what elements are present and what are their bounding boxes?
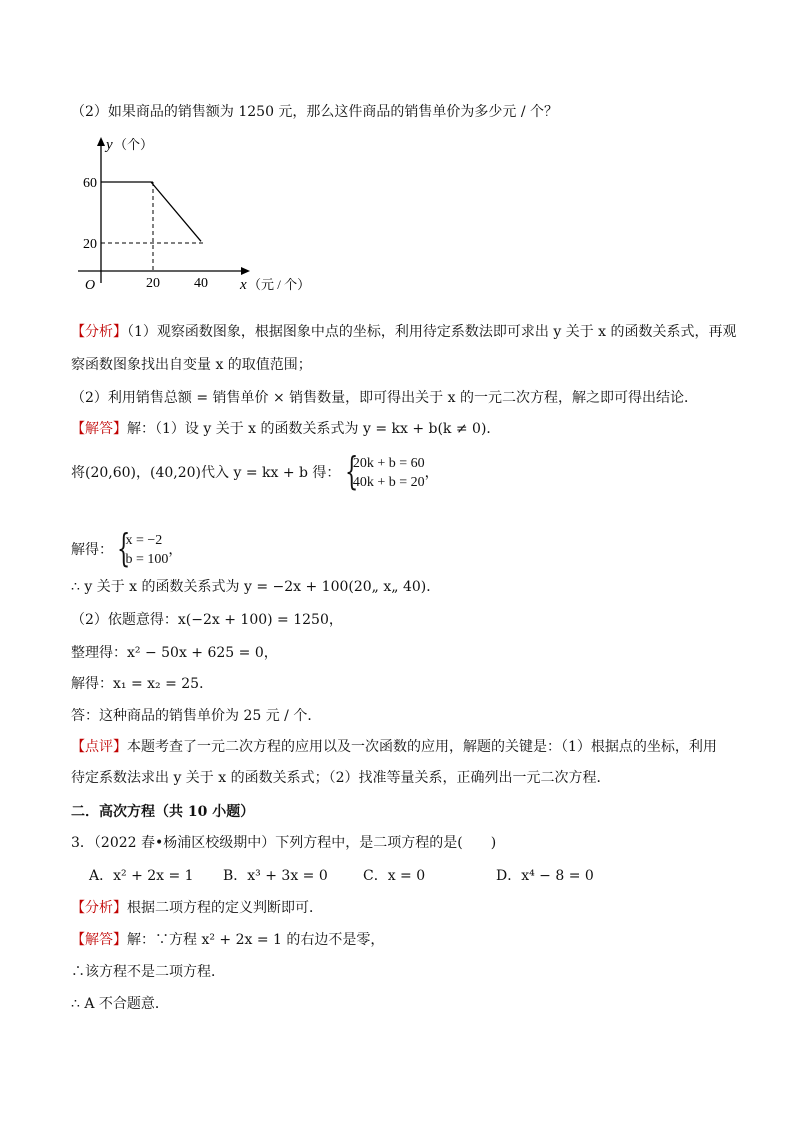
comment-text1: 本题考查了一元二次方程的应用以及一次函数的应用，解题的关键是：（1）根据点的坐标，利用: [127, 739, 717, 755]
y-axis-unit: （个）: [114, 137, 154, 152]
q3-solution-text1: 解：∵方程 x² + 2x = 1 的右边不是零，: [127, 932, 385, 948]
system2-row2: b = 100: [125, 552, 169, 567]
solution-line5: （2）依题意得：x(−2x + 100) = 1250，: [71, 612, 343, 628]
solution-text1: 解：（1）设 y 关于 x 的函数关系式为 y = kx + b(k ≠ 0)．: [127, 421, 501, 437]
q3-analysis-text: 根据二项方程的定义判断即可．: [127, 900, 323, 916]
q3-option-d[interactable]: D．x⁴ − 8 = 0: [496, 868, 594, 884]
brace-icon: {: [344, 449, 359, 493]
solution-line3-prefix: 解得：: [71, 542, 113, 558]
q3-analysis: [71, 899, 323, 917]
solution-line2: [71, 449, 439, 493]
solution-line4: ∴ y 关于 x 的函数关系式为 y = −2x + 100(20„ x„ 40)．: [71, 579, 441, 595]
comment-tag: 【点评】: [71, 739, 127, 755]
system2-suffix: ，: [168, 542, 183, 558]
x-axis-label: x: [240, 277, 247, 293]
system1-row1: 20k + b = 60: [352, 456, 425, 471]
solution-line2-prefix: 将(20,60)，(40,20)代入 y = kx + b 得：: [71, 465, 341, 481]
analysis-text1: （1）观察函数图象，根据图象中点的坐标，利用待定系数法即可求出 y 关于 x 的函数关系式，再观: [127, 324, 737, 340]
solution-line8: 答：这种商品的销售单价为 25 元 / 个．: [71, 708, 322, 724]
solution-line3: [71, 526, 183, 570]
solution-line7: 解得：x₁ = x₂ = 25．: [71, 676, 214, 692]
question-part2: （2）如果商品的销售额为 1250 元，那么这件商品的销售单价为多少元 / 个？: [71, 104, 559, 120]
y-axis-label: y: [106, 137, 113, 153]
origin-label: O: [85, 278, 96, 293]
q3-analysis-tag: 【分析】: [71, 900, 127, 916]
brace-icon: {: [117, 526, 131, 570]
system2-row1: x = −2: [125, 533, 163, 548]
analysis-line3: （2）利用销售总额 = 销售单价 × 销售数量，即可得出关于 x 的一元二次方程，解之即可得出结论．: [71, 390, 698, 406]
comment-line1: [71, 738, 717, 756]
analysis-tag: 【分析】: [71, 324, 127, 340]
x-axis-unit: （元 / 个）: [248, 277, 311, 292]
system1-row2: 40k + b = 20: [352, 475, 425, 490]
q3-solution-line2: ∴该方程不是二项方程．: [71, 964, 225, 980]
x-tick-40: 40: [194, 276, 208, 291]
q3-option-c[interactable]: C．x = 0: [363, 868, 426, 884]
q3-solution-tag: 【解答】: [71, 932, 127, 948]
section-title: 二．高次方程（共 10 小题）: [71, 804, 255, 820]
x-axis-arrow: [241, 267, 250, 275]
analysis-line1: [71, 323, 737, 341]
x-tick-20: 20: [146, 276, 160, 291]
function-graph: [70, 133, 320, 298]
equation-system-1: [344, 449, 425, 493]
solution-line1: [71, 420, 500, 438]
y-axis-arrow: [97, 137, 105, 146]
solution-tag: 【解答】: [71, 421, 127, 437]
function-line: [101, 182, 201, 241]
q3-option-b[interactable]: B．x³ + 3x = 0: [223, 868, 328, 884]
q3-option-a[interactable]: A．x² + 2x = 1: [89, 868, 194, 884]
q3-stem: 3．（2022 春•杨浦区校级期中）下列方程中，是二项方程的是( ): [71, 835, 497, 851]
q3-solution-line3: ∴ A 不合题意．: [71, 996, 169, 1012]
system1-suffix: ，: [424, 465, 439, 481]
equation-system-2: [117, 526, 169, 570]
q3-solution-line1: [71, 931, 384, 949]
y-tick-60: 60: [83, 176, 97, 191]
analysis-line2: 察函数图象找出自变量 x 的取值范围；: [71, 357, 312, 373]
y-tick-20: 20: [83, 237, 97, 252]
comment-line2: 待定系数法求出 y 关于 x 的函数关系式；（2）找准等量关系，正确列出一元二次方程．: [71, 770, 611, 786]
solution-line6: 整理得：x² − 50x + 625 = 0，: [71, 645, 278, 661]
